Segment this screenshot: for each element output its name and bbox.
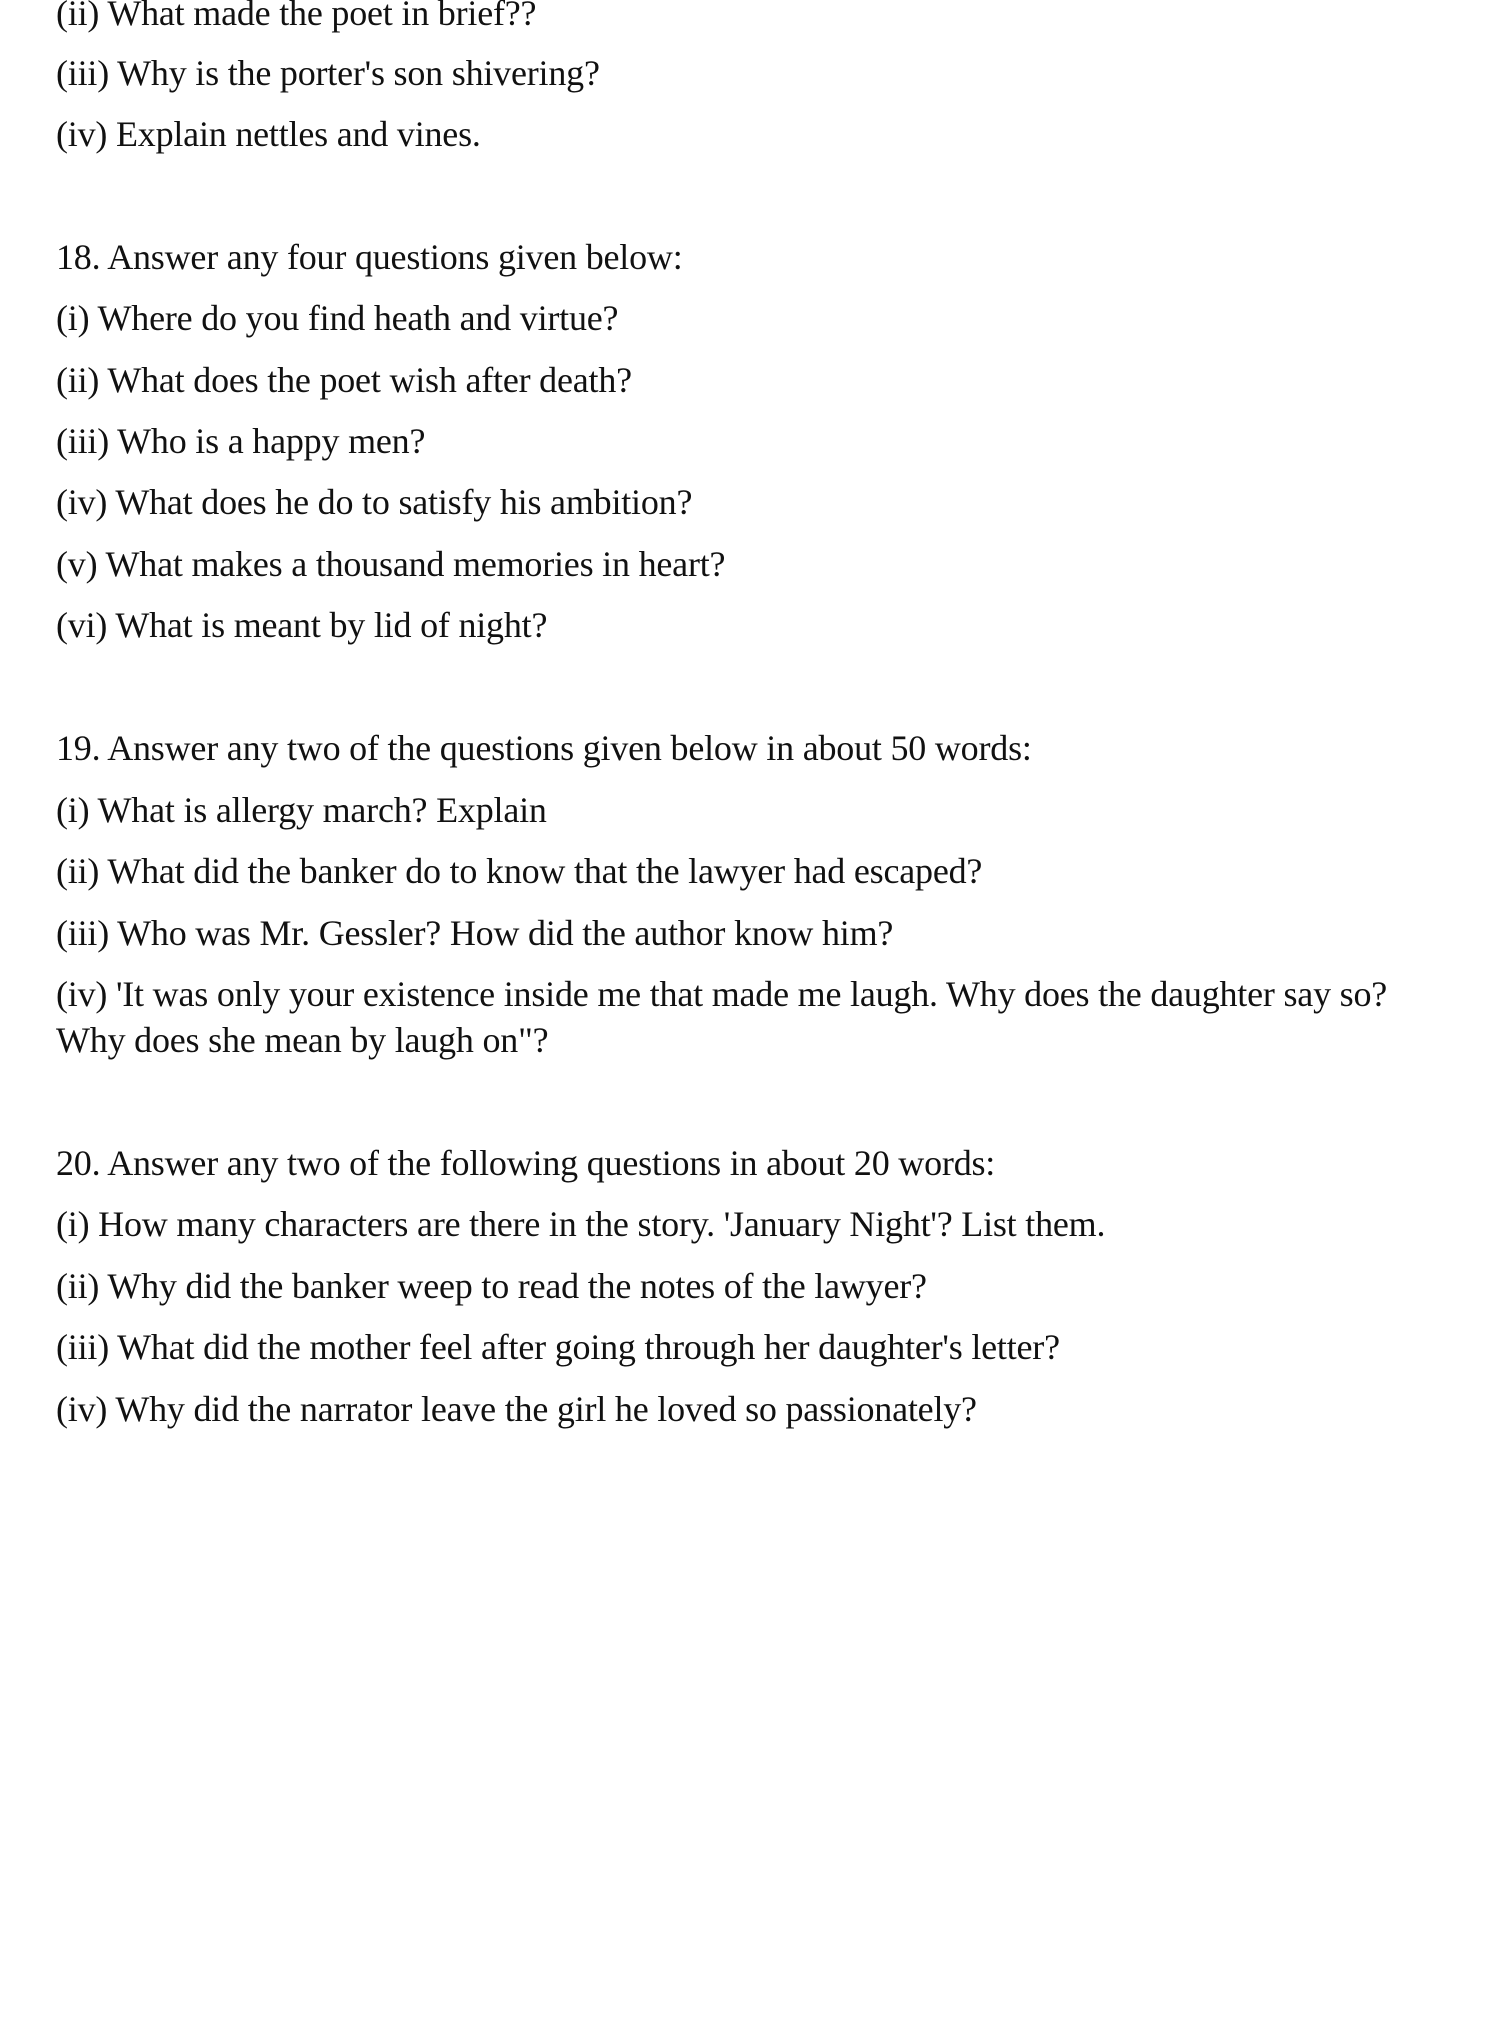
continued-item: (iv) Explain nettles and vines. (56, 114, 481, 154)
question-19-item: (iv) 'It was only your existence inside me that made me laugh. Why does the daughter say so? Why does she mean by laugh on"? (56, 974, 1388, 1060)
question-20-item: (iv) Why did the narrator leave the girl he loved so passionately? (56, 1389, 977, 1429)
question-18-item: (ii) What does the poet wish after death? (56, 360, 632, 400)
question-19-heading: 19. Answer any two of the questions given below in about 50 words: (56, 728, 1032, 768)
question-18-item: (vi) What is meant by lid of night? (56, 605, 548, 645)
question-18-item: (iii) Who is a happy men? (56, 421, 426, 461)
continued-item: (ii) What made the poet in brief?? (56, 0, 537, 33)
question-18-item: (i) Where do you find heath and virtue? (56, 298, 619, 338)
question-19-item: (ii) What did the banker do to know that the lawyer had escaped? (56, 851, 983, 891)
question-19-item: (i) What is allergy march? Explain (56, 790, 547, 830)
question-20-item: (i) How many characters are there in the story. 'January Night'? List them. (56, 1204, 1106, 1244)
question-18-item: (v) What makes a thousand memories in heart? (56, 544, 726, 584)
question-20-item: (ii) Why did the banker weep to read the notes of the lawyer? (56, 1266, 927, 1306)
question-18-item: (iv) What does he do to satisfy his ambition? (56, 482, 693, 522)
continued-item: (iii) Why is the porter's son shivering? (56, 53, 600, 93)
question-18-heading: 18. Answer any four questions given below: (56, 237, 683, 277)
question-20-heading: 20. Answer any two of the following questions in about 20 words: (56, 1143, 996, 1183)
question-20-item: (iii) What did the mother feel after going through her daughter's letter? (56, 1327, 1060, 1367)
question-19-item: (iii) Who was Mr. Gessler? How did the author know him? (56, 913, 894, 953)
